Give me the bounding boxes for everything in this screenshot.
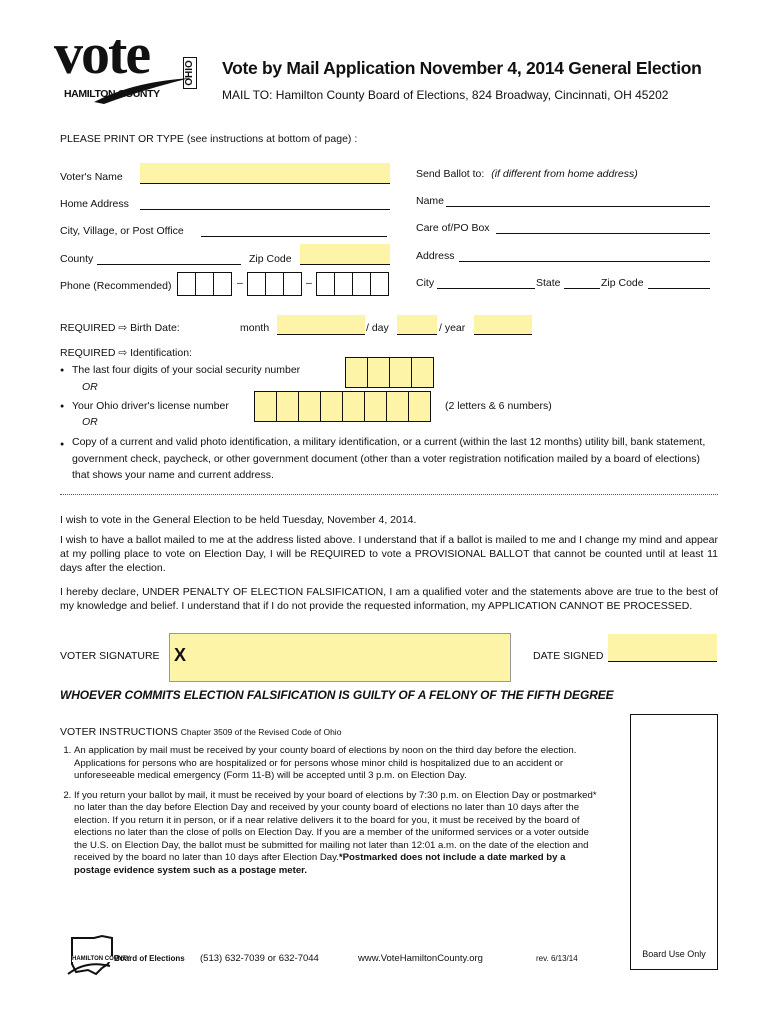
voter-signature-label: VOTER SIGNATURE [60,650,160,662]
month-label: month [240,322,270,334]
footer-logo-county: HAMILTON COUNTY [72,956,131,962]
birth-date-label: Birth Date: [130,322,180,334]
arrow-right-icon: ⇨ [118,322,128,334]
footer-phone: (513) 632-7039 or 632-7044 [200,953,319,964]
home-address-label: Home Address [60,198,129,210]
logo-word: vote [54,21,150,86]
form-title: Vote by Mail Application November 4, 2014 General Election [222,58,702,78]
license-note: (2 letters & 6 numbers) [445,400,552,412]
declaration-p2: I wish to have a ballot mailed to me at the address listed above. I understand that if a ballot is mailed to me and I change my mind and appear at my polling place to vote on Election Day, I will be REQUIRED to vote a PROVISIONAL BALLOT that cannot be counted until at least 11 days after the election. [60,534,718,574]
section-divider [60,494,718,495]
county-field[interactable] [97,251,241,265]
instruction-item-1: 1. An application by mail must be received by your county board of elections by noon on the third day before the election. Applications for persons who are hospitalized or for persons whose minor child is hospitalized due to an accident or unforeseeable medical emergency (Form 11-B) will be accepted until 3 p.m. on Election Day. [74,745,600,783]
voters-name-label: Voter's Name [60,171,123,183]
instructions-title: VOTER INSTRUCTIONS [60,726,178,738]
ssn-label: ● The last four digits of your social security number [72,364,300,376]
vote-logo [52,21,202,106]
voter-signature-field[interactable] [169,633,511,682]
footer-website[interactable]: www.VoteHamiltonCounty.org [358,953,483,964]
voters-name-field[interactable] [140,163,390,184]
send-ballot-text: Send Ballot to: [416,168,485,180]
care-of-label: Care of/PO Box [416,222,490,234]
city-label: City, Village, or Post Office [60,225,184,237]
footer-logo [66,934,186,974]
logo-state: OHIO [183,57,197,89]
declaration-p3: I hereby declare, UNDER PENALTY OF ELECTION FALSIFICATION, I am a qualified voter and the statements above are true to the best of my knowledge and belief. I understand that if I do not provide the requested information, my APPLICATION CANNOT BE PROCESSED. [60,586,718,612]
copy-id-text: ● Copy of a current and valid photo identification, a military identification, or a current (within the last 12 months) utility bill, bank statement, government check, paycheck, or other government document (other than a voter registration notification mailed by a board of elections) that shows your name and current address. [72,434,718,484]
phone-line[interactable] [316,272,389,296]
send-ballot-label [416,168,638,180]
print-instructions: PLEASE PRINT OR TYPE (see instructions at bottom of page) : [60,133,358,145]
zip2-field[interactable] [648,275,710,289]
declaration-p1: I wish to vote in the General Election to be held Tuesday, November 4, 2014. [60,514,417,526]
required-label: REQUIRED [60,347,116,359]
logo-county: HAMILTON COUNTY [64,88,160,100]
city2-label: City [416,277,435,289]
footer-logo-board: Board of Elections [114,954,185,963]
zip-code-field[interactable] [300,244,390,265]
board-use-box [630,714,718,970]
day-label: / day [366,322,389,334]
or-label: OR [82,381,98,393]
date-signed-label: DATE SIGNED [533,650,604,662]
arrow-right-icon: ⇨ [118,347,128,359]
city2-field[interactable] [437,275,535,289]
required-label: REQUIRED [60,322,116,334]
postmark-note: *Postmarked does not include a date marked by a postage evidence system such as a postage meter. [74,852,566,876]
state-field[interactable] [564,275,600,289]
signature-x-mark: X [174,645,187,665]
year-field[interactable] [474,315,532,335]
address-field[interactable] [459,248,710,262]
zip2-label: Zip Code [601,277,644,289]
month-field[interactable] [277,315,365,335]
phone-area-code[interactable] [177,272,232,296]
phone-dash: – [306,277,312,289]
instructions-list [60,745,600,884]
zip-code-label: Zip Code [249,253,292,265]
declaration-block [60,513,718,613]
city-field[interactable] [201,223,387,237]
care-of-field[interactable] [496,220,710,234]
ssn-boxes[interactable] [345,357,434,388]
license-label: ● Your Ohio driver's license number [72,400,229,412]
instructions-chapter: Chapter 3509 of the Revised Code of Ohio [180,727,342,737]
name-label: Name [416,195,445,207]
identification-label: Identification: [130,347,192,359]
instructions-heading [60,726,341,738]
phone-dash: – [237,277,243,289]
required-birth-date [60,322,180,334]
or-label: OR [82,416,98,428]
felony-warning: WHOEVER COMMITS ELECTION FALSIFICATION IS GUILTY OF A FELONY OF THE FIFTH DEGREE [60,688,614,702]
phone-prefix[interactable] [247,272,302,296]
footer-revision: rev. 6/13/14 [536,954,578,963]
state-label: State [536,277,561,289]
phone-label: Phone (Recommended) [60,280,172,292]
board-use-label: Board Use Only [642,949,706,959]
instruction-item-2: 2. If you return your ballot by mail, it must be received by your board of elections by 7:30 p.m. on Election Day or postmarked* no later than the day before Election Day and received by your county board of elections no later than 10 days after the election. If you return it in person, or if a near relative delivers it to the board for you, it must be received by the board of elections no later than the close of polls on Election Day. If you are a member of the uniformed services or a voter outside the U.S. on Election Day, the ballot must be submitted for mailing not later than 12:01 a.m. on the date of the election and received by the board no later than 10 days after Election Day.*Postmarked does not include a date marked by a postage evidence system such as a postage meter. [74,790,600,878]
license-boxes[interactable] [254,391,431,422]
send-ballot-note: (if different from home address) [491,168,638,180]
name-field[interactable] [446,193,710,207]
day-field[interactable] [397,315,437,335]
home-address-field[interactable] [140,196,390,210]
date-signed-field[interactable] [608,634,717,662]
required-identification [60,347,192,359]
county-label: County [60,253,94,265]
mail-to-address: MAIL TO: Hamilton County Board of Elections, 824 Broadway, Cincinnati, OH 45202 [222,88,669,102]
year-label: / year [439,322,466,334]
address-label: Address [416,250,455,262]
